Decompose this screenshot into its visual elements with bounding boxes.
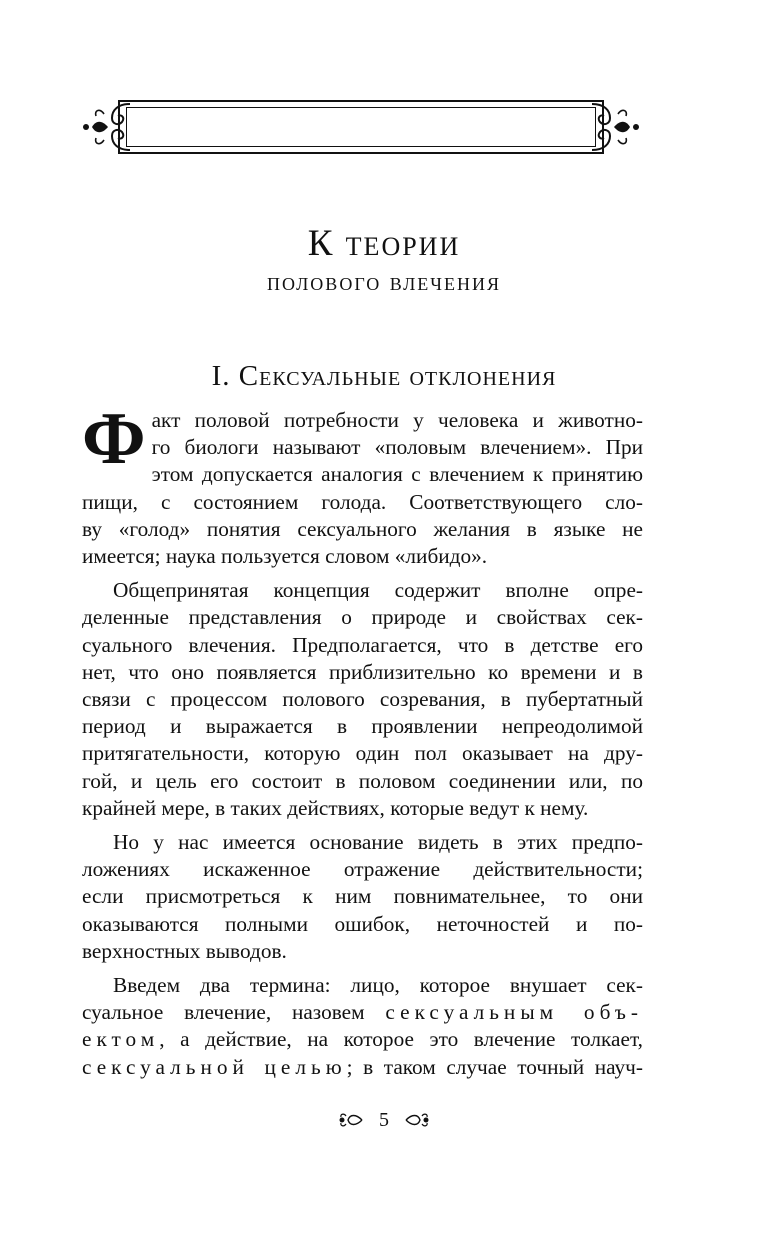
spaced-term: ектом [82,1027,160,1052]
text-line: если присмотреться к ним повнимательнее, то они [82,884,643,909]
folio-ornament-right-icon [404,1112,434,1128]
text-line [82,1026,643,1053]
text-line: связи с процессом полового созревания, в пубертатный [82,687,643,712]
text-line: крайней мере, в таких действиях, которые ведут к нему. [82,795,589,820]
text-line: верхностных выводов. [82,938,287,963]
text-line: притягательности, которую один пол оказывает на дру- [82,741,643,766]
paragraph-1 [82,398,643,570]
text-line: Общепринятая концепция содержит вполне опре- [113,578,643,603]
page-footer [0,1108,768,1132]
text-line: оказываются полными ошибок, неточностей и по- [82,911,643,936]
text-line: Но у нас имеется основание видеть в этих предпо- [113,830,643,855]
text-line [82,1054,643,1081]
paragraph-2 [82,577,643,822]
text-line: нет, что оно появляется приблизительно ко времени и в [82,659,643,684]
header-ornament-frame [78,96,644,158]
text-line: ложениях искаженное отражение действительности; [82,857,643,882]
text-line: го биологи называют «половым влечением». При [151,435,643,460]
text-line: акт половой потребности у человека и животно- [151,408,643,432]
text-run: суальное влечение, назовем [82,1000,365,1025]
frame-inner-border [126,107,596,147]
text-line [82,999,643,1026]
text-line: пищи, с состоянием голода. Соответствующего сло- [82,489,643,514]
text-line: имеется; наука пользуется словом «либидо». [82,544,488,569]
section-heading: I. Сексуальные отклонения [211,360,557,392]
paragraph-4 [82,972,643,1081]
text-line: суального влечения. Предполагается, что в детстве его [82,632,643,657]
text-line: ву «голод» понятия сексуального желания в языке не [82,516,643,541]
body-text [82,398,643,1088]
paragraph-3 [82,829,643,965]
page-number: 5 [379,1108,389,1131]
text-run: , а действие, на которое это влечение толкает, [159,1027,643,1052]
drop-cap: Ф [82,398,146,480]
text-line: гой, и цель его состоит в половом соединении или, по [82,768,643,793]
spaced-term: сексуальной целью [82,1054,347,1079]
chapter-title-line2: полового влечения [267,267,501,296]
ornament-flourish-right-icon [588,96,644,158]
text-line: этом допускается аналогия с влечением к принятию [151,462,643,487]
text-run: ; в таком случае точный науч- [346,1054,643,1079]
text-line: деленные представления о природе и свойствах сек- [82,605,643,630]
text-line: Введем два термина: лицо, которое внушает сек- [113,973,643,998]
text-line: период и выражается в проявлении непреодолимой [82,714,643,739]
folio-ornament-left-icon [334,1112,364,1128]
chapter-title-line1: К теории [307,223,461,264]
spaced-term: сексуальным объ- [385,1000,643,1025]
